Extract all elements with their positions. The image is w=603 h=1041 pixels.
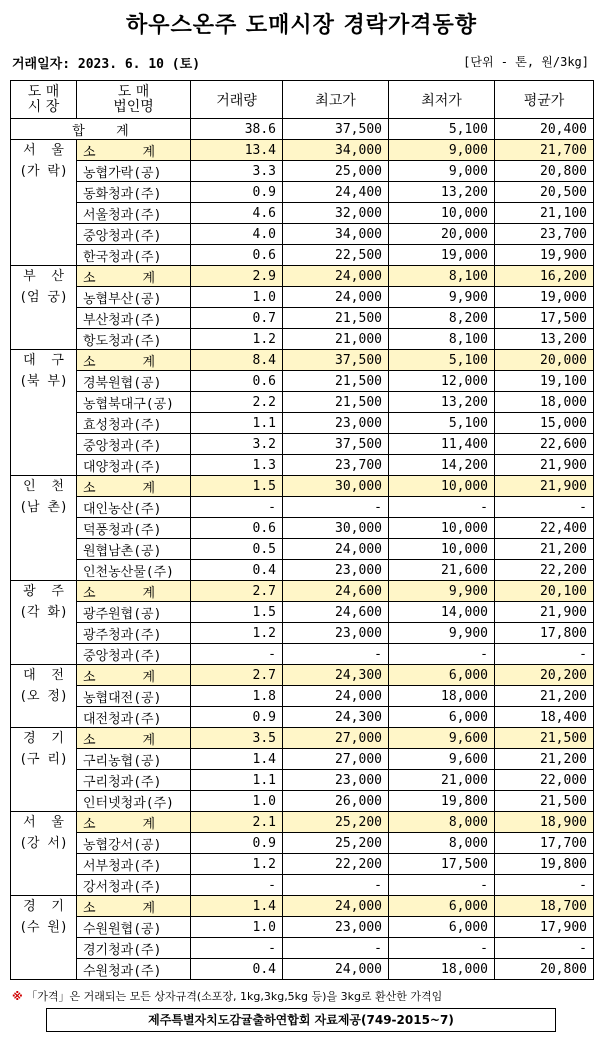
table-row bbox=[11, 959, 594, 980]
high-price-cell: 25,000 bbox=[283, 161, 389, 182]
corp-name: 구리청과(주) bbox=[77, 770, 191, 791]
market-name: 대 구 (북 부) bbox=[11, 350, 77, 476]
volume-cell: 1.2 bbox=[191, 854, 283, 875]
corp-name: 인천농산물(주) bbox=[77, 560, 191, 581]
table-row bbox=[11, 329, 594, 350]
header-corp: 도 매 법인명 bbox=[77, 81, 191, 119]
market-name: 인 천 (남 촌) bbox=[11, 476, 77, 581]
avg-price-cell: 18,700 bbox=[495, 896, 594, 917]
table-row bbox=[11, 308, 594, 329]
avg-price-cell: 20,800 bbox=[495, 959, 594, 980]
subtotal-row bbox=[11, 350, 594, 371]
avg-price-cell: 21,100 bbox=[495, 203, 594, 224]
high-price-cell: 30,000 bbox=[283, 476, 389, 497]
table-row bbox=[11, 560, 594, 581]
market-name: 광 주 (각 화) bbox=[11, 581, 77, 665]
corp-name: 원협남촌(공) bbox=[77, 539, 191, 560]
low-price-cell: 9,900 bbox=[389, 581, 495, 602]
volume-cell: 3.5 bbox=[191, 728, 283, 749]
volume-cell: - bbox=[191, 644, 283, 665]
avg-price-cell: - bbox=[495, 875, 594, 896]
high-price-cell: 24,000 bbox=[283, 287, 389, 308]
low-price-cell: - bbox=[389, 497, 495, 518]
corp-name: 농협가락(공) bbox=[77, 161, 191, 182]
table-row bbox=[11, 392, 594, 413]
avg-price-cell: 22,600 bbox=[495, 434, 594, 455]
high-price-cell: 24,000 bbox=[283, 266, 389, 287]
volume-cell: 3.2 bbox=[191, 434, 283, 455]
market-name: 부 산 (엄 궁) bbox=[11, 266, 77, 350]
high-price-cell: 24,000 bbox=[283, 896, 389, 917]
high-price-cell: 24,300 bbox=[283, 707, 389, 728]
avg-price-cell: 20,200 bbox=[495, 665, 594, 686]
volume-cell: 0.4 bbox=[191, 560, 283, 581]
volume-cell: 4.6 bbox=[191, 203, 283, 224]
volume-cell: - bbox=[191, 938, 283, 959]
avg-price-cell: 16,200 bbox=[495, 266, 594, 287]
avg-price-cell: 15,000 bbox=[495, 413, 594, 434]
low-price-cell: 8,000 bbox=[389, 833, 495, 854]
high-price-cell: 23,000 bbox=[283, 917, 389, 938]
high-price-cell: 24,000 bbox=[283, 539, 389, 560]
avg-price-cell: - bbox=[495, 497, 594, 518]
table-row bbox=[11, 833, 594, 854]
low-price-cell: 10,000 bbox=[389, 476, 495, 497]
price-table bbox=[10, 80, 594, 980]
low-price-cell: 10,000 bbox=[389, 203, 495, 224]
corp-name: 효성청과(주) bbox=[77, 413, 191, 434]
high-price-cell: 24,000 bbox=[283, 959, 389, 980]
low-price-cell: 8,000 bbox=[389, 812, 495, 833]
volume-cell: 1.0 bbox=[191, 791, 283, 812]
table-row bbox=[11, 623, 594, 644]
high-price-cell: 24,300 bbox=[283, 665, 389, 686]
table-row bbox=[11, 770, 594, 791]
high-price-cell: 21,500 bbox=[283, 371, 389, 392]
high-price-cell: 34,000 bbox=[283, 224, 389, 245]
corp-name: 항도청과(주) bbox=[77, 329, 191, 350]
page-title: 하우스온주 도매시장 경락가격동향 bbox=[125, 13, 478, 38]
volume-cell: 1.5 bbox=[191, 602, 283, 623]
corp-name: 대전청과(주) bbox=[77, 707, 191, 728]
corp-name: 소 계 bbox=[77, 581, 191, 602]
volume-cell: 1.4 bbox=[191, 896, 283, 917]
volume-cell: 1.3 bbox=[191, 455, 283, 476]
corp-name: 서부청과(주) bbox=[77, 854, 191, 875]
volume-cell: 0.7 bbox=[191, 308, 283, 329]
avg-price-cell: 18,900 bbox=[495, 812, 594, 833]
volume-cell: 0.4 bbox=[191, 959, 283, 980]
unit-label: [단위 - 톤, 원/3kg] bbox=[463, 55, 589, 69]
table-row bbox=[11, 371, 594, 392]
market-name: 대 전 (오 정) bbox=[11, 665, 77, 728]
high-price-cell: 23,000 bbox=[283, 770, 389, 791]
corp-name: 중앙청과(주) bbox=[77, 224, 191, 245]
low-price-cell: 9,900 bbox=[389, 287, 495, 308]
header-row bbox=[11, 81, 594, 119]
total-row bbox=[11, 119, 594, 140]
table-row bbox=[11, 224, 594, 245]
corp-name: 부산청과(주) bbox=[77, 308, 191, 329]
high-price-cell: 37,500 bbox=[283, 350, 389, 371]
table-row bbox=[11, 539, 594, 560]
avg-price-cell: 21,200 bbox=[495, 539, 594, 560]
avg-price-cell: 22,000 bbox=[495, 770, 594, 791]
avg-price-cell: 20,500 bbox=[495, 182, 594, 203]
table-row bbox=[11, 413, 594, 434]
corp-name: 인터넷청과(주) bbox=[77, 791, 191, 812]
low-price-cell: 20,000 bbox=[389, 224, 495, 245]
high-price-cell: 21,000 bbox=[283, 329, 389, 350]
high-price-cell: 34,000 bbox=[283, 140, 389, 161]
high-price-cell: 37,500 bbox=[283, 434, 389, 455]
subtotal-row bbox=[11, 581, 594, 602]
low-price-cell: 11,400 bbox=[389, 434, 495, 455]
avg-price-cell: 20,800 bbox=[495, 161, 594, 182]
header-avg: 평균가 bbox=[495, 81, 594, 119]
corp-name: 대양청과(주) bbox=[77, 455, 191, 476]
table-row bbox=[11, 749, 594, 770]
avg-price-cell: 21,500 bbox=[495, 728, 594, 749]
total-volume: 38.6 bbox=[191, 119, 283, 140]
volume-cell: 2.1 bbox=[191, 812, 283, 833]
avg-price-cell: 21,200 bbox=[495, 686, 594, 707]
high-price-cell: 22,500 bbox=[283, 245, 389, 266]
header-high: 최고가 bbox=[283, 81, 389, 119]
corp-name: 소 계 bbox=[77, 140, 191, 161]
source-box: 제주특별자치도감귤출하연합회 자료제공(749-2015~7) bbox=[46, 1008, 556, 1032]
volume-cell: 0.6 bbox=[191, 371, 283, 392]
volume-cell: - bbox=[191, 875, 283, 896]
header-market: 도 매 시 장 bbox=[11, 81, 77, 119]
avg-price-cell: 22,400 bbox=[495, 518, 594, 539]
volume-cell: 1.0 bbox=[191, 287, 283, 308]
low-price-cell: 5,100 bbox=[389, 350, 495, 371]
volume-cell: 0.6 bbox=[191, 245, 283, 266]
avg-price-cell: 23,700 bbox=[495, 224, 594, 245]
volume-cell: 2.9 bbox=[191, 266, 283, 287]
high-price-cell: 25,200 bbox=[283, 812, 389, 833]
avg-price-cell: 17,700 bbox=[495, 833, 594, 854]
corp-name: 경북원협(공) bbox=[77, 371, 191, 392]
low-price-cell: 8,100 bbox=[389, 266, 495, 287]
table-row bbox=[11, 938, 594, 959]
total-high: 37,500 bbox=[283, 119, 389, 140]
high-price-cell: 27,000 bbox=[283, 728, 389, 749]
corp-name: 광주원협(공) bbox=[77, 602, 191, 623]
volume-cell: 1.0 bbox=[191, 917, 283, 938]
low-price-cell: 18,000 bbox=[389, 686, 495, 707]
market-name: 경 기 (수 원) bbox=[11, 896, 77, 980]
high-price-cell: - bbox=[283, 497, 389, 518]
avg-price-cell: 21,200 bbox=[495, 749, 594, 770]
volume-cell: 1.2 bbox=[191, 623, 283, 644]
corp-name: 농협대전(공) bbox=[77, 686, 191, 707]
volume-cell: 0.9 bbox=[191, 833, 283, 854]
avg-price-cell: 19,800 bbox=[495, 854, 594, 875]
avg-price-cell: 18,400 bbox=[495, 707, 594, 728]
avg-price-cell: 21,500 bbox=[495, 791, 594, 812]
avg-price-cell: 22,200 bbox=[495, 560, 594, 581]
corp-name: 광주청과(주) bbox=[77, 623, 191, 644]
avg-price-cell: 19,100 bbox=[495, 371, 594, 392]
low-price-cell: - bbox=[389, 938, 495, 959]
table-row bbox=[11, 686, 594, 707]
high-price-cell: - bbox=[283, 644, 389, 665]
corp-name: 덕풍청과(주) bbox=[77, 518, 191, 539]
volume-cell: 1.4 bbox=[191, 749, 283, 770]
low-price-cell: 9,000 bbox=[389, 161, 495, 182]
header-low: 최저가 bbox=[389, 81, 495, 119]
header-volume: 거래량 bbox=[191, 81, 283, 119]
high-price-cell: - bbox=[283, 938, 389, 959]
low-price-cell: - bbox=[389, 644, 495, 665]
avg-price-cell: 21,700 bbox=[495, 140, 594, 161]
subtotal-row bbox=[11, 812, 594, 833]
corp-name: 소 계 bbox=[77, 665, 191, 686]
low-price-cell: 13,200 bbox=[389, 182, 495, 203]
high-price-cell: 22,200 bbox=[283, 854, 389, 875]
volume-cell: 0.6 bbox=[191, 518, 283, 539]
table-row bbox=[11, 245, 594, 266]
low-price-cell: 9,000 bbox=[389, 140, 495, 161]
corp-name: 중앙청과(주) bbox=[77, 434, 191, 455]
high-price-cell: 21,500 bbox=[283, 308, 389, 329]
low-price-cell: 21,000 bbox=[389, 770, 495, 791]
high-price-cell: 24,600 bbox=[283, 602, 389, 623]
corp-name: 경기청과(주) bbox=[77, 938, 191, 959]
volume-cell: 1.1 bbox=[191, 770, 283, 791]
low-price-cell: 9,600 bbox=[389, 728, 495, 749]
high-price-cell: 24,600 bbox=[283, 581, 389, 602]
high-price-cell: 23,700 bbox=[283, 455, 389, 476]
low-price-cell: 10,000 bbox=[389, 518, 495, 539]
low-price-cell: 6,000 bbox=[389, 707, 495, 728]
subtotal-row bbox=[11, 728, 594, 749]
table-row bbox=[11, 497, 594, 518]
avg-price-cell: 20,100 bbox=[495, 581, 594, 602]
table-row bbox=[11, 287, 594, 308]
low-price-cell: 17,500 bbox=[389, 854, 495, 875]
low-price-cell: 8,200 bbox=[389, 308, 495, 329]
avg-price-cell: 21,900 bbox=[495, 602, 594, 623]
volume-cell: 0.9 bbox=[191, 707, 283, 728]
high-price-cell: 25,200 bbox=[283, 833, 389, 854]
high-price-cell: 24,000 bbox=[283, 686, 389, 707]
volume-cell: 2.7 bbox=[191, 581, 283, 602]
table-row bbox=[11, 434, 594, 455]
high-price-cell: 23,000 bbox=[283, 560, 389, 581]
table-row bbox=[11, 707, 594, 728]
table-row bbox=[11, 182, 594, 203]
corp-name: 수원원협(공) bbox=[77, 917, 191, 938]
subtotal-row bbox=[11, 896, 594, 917]
avg-price-cell: 21,900 bbox=[495, 476, 594, 497]
corp-name: 강서청과(주) bbox=[77, 875, 191, 896]
total-low: 5,100 bbox=[389, 119, 495, 140]
high-price-cell: 32,000 bbox=[283, 203, 389, 224]
low-price-cell: 21,600 bbox=[389, 560, 495, 581]
avg-price-cell: 13,200 bbox=[495, 329, 594, 350]
total-avg: 20,400 bbox=[495, 119, 594, 140]
low-price-cell: 19,000 bbox=[389, 245, 495, 266]
trade-date: 거래일자: 2023. 6. 10 (토) bbox=[12, 57, 201, 72]
table-row bbox=[11, 791, 594, 812]
corp-name: 농협강서(공) bbox=[77, 833, 191, 854]
low-price-cell: 8,100 bbox=[389, 329, 495, 350]
high-price-cell: 23,000 bbox=[283, 413, 389, 434]
avg-price-cell: 19,000 bbox=[495, 287, 594, 308]
table-row bbox=[11, 644, 594, 665]
corp-name: 소 계 bbox=[77, 350, 191, 371]
market-name: 서 울 (강 서) bbox=[11, 812, 77, 896]
corp-name: 소 계 bbox=[77, 266, 191, 287]
table-row bbox=[11, 854, 594, 875]
table-row bbox=[11, 518, 594, 539]
low-price-cell: 14,200 bbox=[389, 455, 495, 476]
table-row bbox=[11, 455, 594, 476]
volume-cell: 3.3 bbox=[191, 161, 283, 182]
low-price-cell: - bbox=[389, 875, 495, 896]
table-row bbox=[11, 917, 594, 938]
corp-name: 동화청과(주) bbox=[77, 182, 191, 203]
corp-name: 소 계 bbox=[77, 896, 191, 917]
low-price-cell: 6,000 bbox=[389, 917, 495, 938]
low-price-cell: 6,000 bbox=[389, 896, 495, 917]
low-price-cell: 9,600 bbox=[389, 749, 495, 770]
low-price-cell: 9,900 bbox=[389, 623, 495, 644]
low-price-cell: 18,000 bbox=[389, 959, 495, 980]
volume-cell: 1.5 bbox=[191, 476, 283, 497]
volume-cell: 1.8 bbox=[191, 686, 283, 707]
subtotal-row bbox=[11, 476, 594, 497]
footnote bbox=[12, 988, 442, 1004]
volume-cell: 2.2 bbox=[191, 392, 283, 413]
note-text: 「가격」은 거래되는 모든 상자규격(소포장, 1kg,3kg,5kg 등)을 3kg로 환산한 가격임 bbox=[26, 990, 443, 1003]
avg-price-cell: 17,500 bbox=[495, 308, 594, 329]
volume-cell: 8.4 bbox=[191, 350, 283, 371]
high-price-cell: 26,000 bbox=[283, 791, 389, 812]
volume-cell: 1.2 bbox=[191, 329, 283, 350]
low-price-cell: 13,200 bbox=[389, 392, 495, 413]
low-price-cell: 14,000 bbox=[389, 602, 495, 623]
high-price-cell: 30,000 bbox=[283, 518, 389, 539]
market-name: 서 울 (가 락) bbox=[11, 140, 77, 266]
low-price-cell: 10,000 bbox=[389, 539, 495, 560]
avg-price-cell: 17,900 bbox=[495, 917, 594, 938]
high-price-cell: 27,000 bbox=[283, 749, 389, 770]
avg-price-cell: 17,800 bbox=[495, 623, 594, 644]
avg-price-cell: - bbox=[495, 938, 594, 959]
corp-name: 한국청과(주) bbox=[77, 245, 191, 266]
corp-name: 구리농협(공) bbox=[77, 749, 191, 770]
low-price-cell: 19,800 bbox=[389, 791, 495, 812]
avg-price-cell: 21,900 bbox=[495, 455, 594, 476]
volume-cell: 1.1 bbox=[191, 413, 283, 434]
note-mark: ※ bbox=[12, 990, 23, 1003]
volume-cell: 13.4 bbox=[191, 140, 283, 161]
high-price-cell: 23,000 bbox=[283, 623, 389, 644]
corp-name: 중앙청과(주) bbox=[77, 644, 191, 665]
corp-name: 농협북대구(공) bbox=[77, 392, 191, 413]
avg-price-cell: 19,900 bbox=[495, 245, 594, 266]
low-price-cell: 5,100 bbox=[389, 413, 495, 434]
corp-name: 소 계 bbox=[77, 476, 191, 497]
high-price-cell: 24,400 bbox=[283, 182, 389, 203]
avg-price-cell: 20,000 bbox=[495, 350, 594, 371]
corp-name: 소 계 bbox=[77, 728, 191, 749]
corp-name: 수원청과(주) bbox=[77, 959, 191, 980]
high-price-cell: 21,500 bbox=[283, 392, 389, 413]
volume-cell: - bbox=[191, 497, 283, 518]
table-row bbox=[11, 875, 594, 896]
volume-cell: 0.9 bbox=[191, 182, 283, 203]
volume-cell: 2.7 bbox=[191, 665, 283, 686]
corp-name: 소 계 bbox=[77, 812, 191, 833]
table-row bbox=[11, 203, 594, 224]
table-row bbox=[11, 161, 594, 182]
high-price-cell: - bbox=[283, 875, 389, 896]
volume-cell: 0.5 bbox=[191, 539, 283, 560]
corp-name: 서울청과(주) bbox=[77, 203, 191, 224]
low-price-cell: 12,000 bbox=[389, 371, 495, 392]
avg-price-cell: - bbox=[495, 644, 594, 665]
total-label: 합 계 bbox=[11, 119, 191, 140]
corp-name: 농협부산(공) bbox=[77, 287, 191, 308]
volume-cell: 4.0 bbox=[191, 224, 283, 245]
avg-price-cell: 18,000 bbox=[495, 392, 594, 413]
market-name: 경 기 (구 리) bbox=[11, 728, 77, 812]
subtotal-row bbox=[11, 266, 594, 287]
table-row bbox=[11, 602, 594, 623]
subtotal-row bbox=[11, 140, 594, 161]
subtotal-row bbox=[11, 665, 594, 686]
corp-name: 대인농산(주) bbox=[77, 497, 191, 518]
low-price-cell: 6,000 bbox=[389, 665, 495, 686]
